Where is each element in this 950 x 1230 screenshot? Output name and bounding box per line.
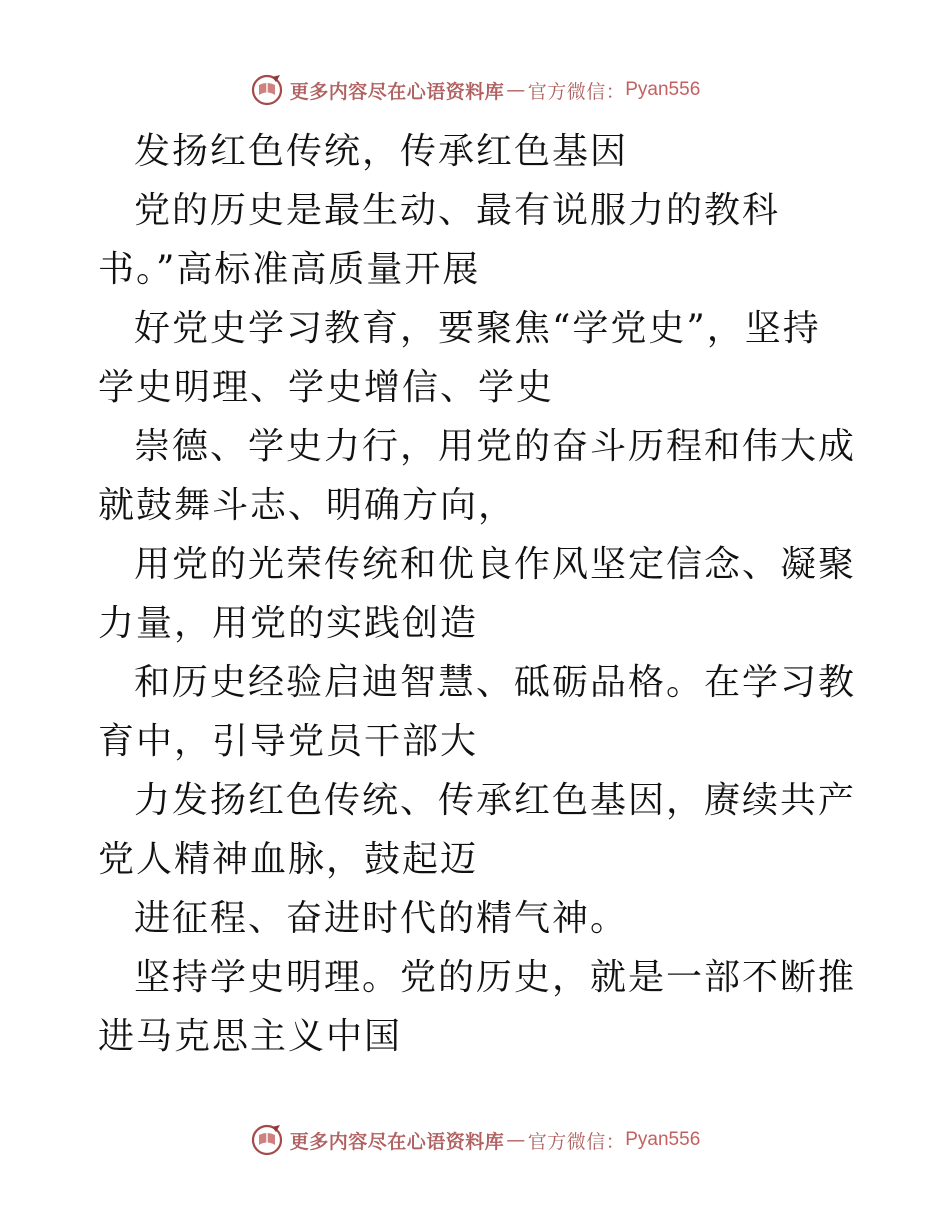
paragraph: 崇德、学史力行，用党的奋斗历程和伟大成就鼓舞斗志、明确方向， (98, 426, 857, 526)
banner-brand-text: 更多内容尽在心语资料库 (289, 80, 505, 103)
book-quill-icon (250, 73, 284, 107)
header-banner (0, 70, 950, 110)
paragraph: 和历史经验启迪智慧、砥砺品格。在学习教育中，引导党员干部大 (98, 662, 857, 762)
paragraph: 发扬红色传统，传承红色基因 (134, 131, 629, 172)
banner-account-id: Pyan556 (625, 1129, 701, 1150)
banner-brand-text: 更多内容尽在心语资料库 (289, 1130, 505, 1153)
document-body (98, 122, 858, 1066)
paragraph: 用党的光荣传统和优良作风坚定信念、凝聚力量，用党的实践创造 (98, 544, 857, 644)
banner-account-label: 官方微信： (527, 80, 626, 103)
paragraph: 力发扬红色传统、传承红色基因，赓续共产党人精神血脉，鼓起迈 (98, 780, 857, 880)
banner-separator: — (506, 79, 526, 101)
book-quill-icon (250, 1123, 284, 1157)
banner-account-label: 官方微信： (527, 1130, 626, 1153)
footer-banner (0, 1120, 950, 1160)
paragraph: 进征程、奋进时代的精气神。 (134, 898, 629, 939)
paragraph: 好党史学习教育，要聚焦“学党史”，坚持学史明理、学史增信、学史 (98, 308, 821, 408)
banner-separator: — (506, 1129, 526, 1151)
banner-account-id: Pyan556 (625, 79, 701, 100)
paragraph: 党的历史是最生动、最有说服力的教科书。”高标准高质量开展 (98, 190, 781, 290)
paragraph: 坚持学史明理。党的历史，就是一部不断推进马克思主义中国 (98, 957, 857, 1057)
